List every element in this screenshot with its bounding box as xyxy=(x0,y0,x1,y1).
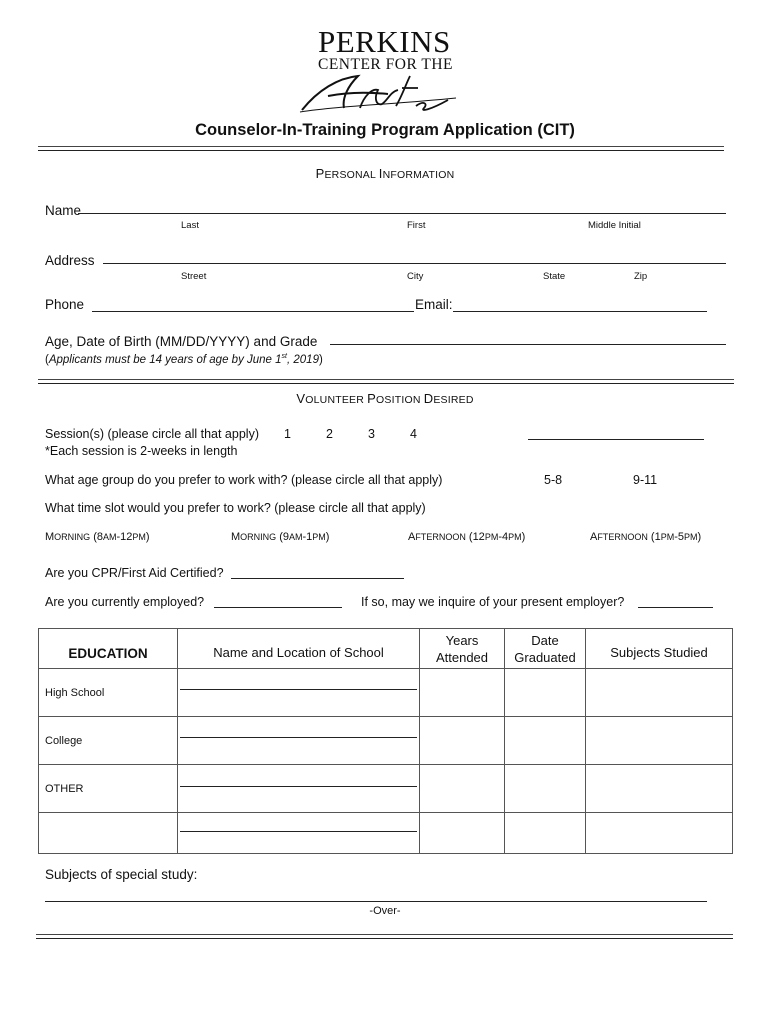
school-cell[interactable] xyxy=(178,813,420,854)
name-label: Name xyxy=(45,203,82,218)
school-cell[interactable] xyxy=(178,717,420,765)
age-group-9-11[interactable]: 9-11 xyxy=(633,473,658,487)
address-sub-city: City xyxy=(407,271,424,282)
cpr-question: Are you CPR/First Aid Certified? xyxy=(45,566,224,580)
session-option-2[interactable]: 2 xyxy=(326,427,333,441)
name-sub-last: Last xyxy=(181,220,199,231)
title-divider xyxy=(38,146,724,151)
education-table xyxy=(38,628,733,854)
employer-question: If so, may we inquire of your present employer? xyxy=(361,595,625,609)
address-sub-street: Street xyxy=(181,271,207,282)
date-cell[interactable] xyxy=(505,813,586,854)
personal-divider xyxy=(38,379,734,384)
age-note: (Applicants must be 14 years of age by June 1st, 2019) xyxy=(45,353,323,366)
table-row xyxy=(39,813,733,854)
sessions-field[interactable] xyxy=(528,439,704,440)
time-slot-3[interactable]: AFTERNOON (12PM-4PM) xyxy=(408,531,526,543)
email-label: Email: xyxy=(415,297,453,312)
row-label-other: OTHER xyxy=(39,765,178,813)
education-header: EDUCATION xyxy=(39,629,178,669)
footer-divider xyxy=(36,934,733,939)
logo-perkins: PERKINS xyxy=(318,24,451,59)
time-slot-question: What time slot would you prefer to work? (please circle all that apply) xyxy=(45,501,426,515)
employed-field[interactable] xyxy=(214,607,342,608)
address-label: Address xyxy=(45,253,95,268)
employer-field[interactable] xyxy=(638,607,713,608)
employed-question: Are you currently employed? xyxy=(45,595,205,609)
years-cell[interactable] xyxy=(420,717,505,765)
table-row xyxy=(39,669,733,717)
page-title: Counselor-In-Training Program Application (CIT) xyxy=(195,121,575,139)
time-slot-1[interactable]: MORNING (8AM-12PM) xyxy=(45,531,150,543)
school-cell[interactable] xyxy=(178,669,420,717)
age-group-5-8[interactable]: 5-8 xyxy=(544,473,563,487)
row-label-blank xyxy=(39,813,178,854)
age-field[interactable] xyxy=(330,344,726,345)
subjects-cell[interactable] xyxy=(586,765,733,813)
address-sub-zip: Zip xyxy=(634,271,648,282)
subjects-cell[interactable] xyxy=(586,717,733,765)
school-header: Name and Location of School xyxy=(178,629,420,669)
session-note: *Each session is 2-weeks in length xyxy=(45,444,238,458)
name-field[interactable] xyxy=(78,213,726,214)
cpr-field[interactable] xyxy=(231,578,404,579)
logo-center-for-the: CENTER FOR THE xyxy=(318,56,454,73)
name-sub-middle: Middle Initial xyxy=(588,220,641,231)
time-slot-4[interactable]: AFTERNOON (1PM-5PM) xyxy=(590,531,702,543)
subjects-cell[interactable] xyxy=(586,669,733,717)
date-cell[interactable] xyxy=(505,765,586,813)
years-cell[interactable] xyxy=(420,669,505,717)
time-slot-2[interactable]: MORNING (9AM-1PM) xyxy=(231,531,330,543)
address-field[interactable] xyxy=(103,263,726,264)
session-option-4[interactable]: 4 xyxy=(410,427,417,441)
row-label-high-school: High School xyxy=(39,669,178,717)
special-study-field[interactable] xyxy=(45,901,707,902)
subjects-cell[interactable] xyxy=(586,813,733,854)
table-row xyxy=(39,765,733,813)
subjects-header: Subjects Studied xyxy=(586,629,733,669)
personal-info-heading: PERSONAL INFORMATION xyxy=(315,166,455,181)
logo xyxy=(298,26,458,112)
footer-over: -Over- xyxy=(369,905,401,917)
session-option-1[interactable]: 1 xyxy=(284,427,291,441)
school-cell[interactable] xyxy=(178,765,420,813)
name-sub-first: First xyxy=(407,220,426,231)
age-group-question: What age group do you prefer to work with? (please circle all that apply) xyxy=(45,473,443,487)
table-row xyxy=(39,717,733,765)
phone-label: Phone xyxy=(45,297,85,312)
volunteer-heading: VOLUNTEER POSITION DESIRED xyxy=(296,391,474,406)
date-cell[interactable] xyxy=(505,717,586,765)
age-label: Age, Date of Birth (MM/DD/YYYY) and Grade xyxy=(45,334,318,349)
email-field[interactable] xyxy=(453,311,707,312)
special-study-label: Subjects of special study: xyxy=(45,867,198,882)
phone-field[interactable] xyxy=(92,311,414,312)
sessions-label: Session(s) (please circle all that apply) xyxy=(45,427,259,441)
years-header: Years Attended xyxy=(420,629,505,669)
date-cell[interactable] xyxy=(505,669,586,717)
address-sub-state: State xyxy=(543,271,566,282)
date-header: Date Graduated xyxy=(505,629,586,669)
years-cell[interactable] xyxy=(420,813,505,854)
logo-arts-script xyxy=(298,70,458,114)
years-cell[interactable] xyxy=(420,765,505,813)
session-option-3[interactable]: 3 xyxy=(368,427,375,441)
row-label-college: College xyxy=(39,717,178,765)
